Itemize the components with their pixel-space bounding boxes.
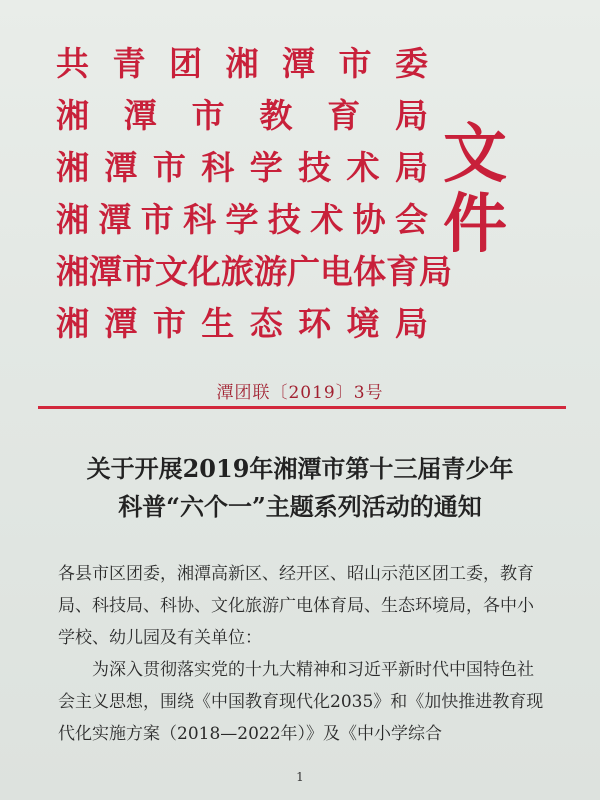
issuer-char: 市 <box>191 96 225 135</box>
issuer-char: 态 <box>249 304 283 343</box>
body-paragraph: 为深入贯彻落实党的十九大精神和习近平新时代中国特色社会主义思想，围绕《中国教育现代化2035》和《加快推进教育现代化实施方案（2018—2022年）》及《中小学综合 <box>58 660 544 744</box>
title-line: 关于开展2019年湘潭市第十三届青少年 <box>86 454 514 483</box>
issuer-char: 市 <box>338 44 372 83</box>
notice-body <box>58 558 550 750</box>
issuer-char: 市 <box>152 148 186 187</box>
issuer-char: 教 <box>259 96 293 135</box>
issuer-char: 科 <box>201 148 235 187</box>
document-mark-char: 件 <box>443 187 507 262</box>
issuer-char: 术 <box>310 200 344 239</box>
issuer-char: 环 <box>298 304 332 343</box>
issuer-char: 技 <box>298 148 332 187</box>
issuer-char: 湘 <box>56 96 89 135</box>
issuer-char: 湘 <box>56 304 89 343</box>
recipients-paragraph: 各县市区团委，湘潭高新区、经开区、昭山示范区团工委，教育局、科技局、科协、文化旅游广电体育局、生态环境局，各中小学校、幼儿园及有关单位： <box>58 564 534 648</box>
issuer-line <box>56 90 428 142</box>
issuer-char: 局 <box>394 148 428 187</box>
issuer-char: 文 <box>155 252 188 291</box>
issuer-char: 湘 <box>225 44 259 83</box>
issuer-char: 局 <box>419 252 452 291</box>
issuer-line <box>56 298 428 350</box>
issuer-char: 化 <box>188 252 221 291</box>
issuer-char: 学 <box>225 200 259 239</box>
issuer-char: 境 <box>346 304 380 343</box>
issuer-char: 学 <box>249 148 283 187</box>
issuer-line <box>56 142 428 194</box>
issuer-char: 湘 <box>56 200 89 239</box>
issuer-char: 科 <box>183 200 217 239</box>
document-mark-char: 文 <box>443 117 507 192</box>
issuer-char: 委 <box>395 44 428 83</box>
issuer-char: 团 <box>169 44 202 83</box>
issuer-list <box>56 38 452 350</box>
document-number: 潭团联〔2019〕3号 <box>216 383 384 403</box>
issuer-char: 湘 <box>56 252 89 291</box>
notice-title <box>40 450 560 526</box>
issuer-char: 青 <box>112 44 146 83</box>
issuer-line <box>56 246 452 298</box>
issuer-char: 湘 <box>56 148 89 187</box>
issuer-char: 潭 <box>98 200 132 239</box>
issuer-char: 潭 <box>104 304 138 343</box>
issuer-line <box>56 38 428 90</box>
issuer-char: 体 <box>353 252 386 291</box>
issuer-char: 潭 <box>89 252 122 291</box>
issuer-char: 市 <box>152 304 186 343</box>
issuer-char: 育 <box>386 252 419 291</box>
issuer-char: 局 <box>394 304 428 343</box>
issuer-char: 电 <box>320 252 353 291</box>
issuer-char: 育 <box>327 96 361 135</box>
title-line: 科普“六个一”主题系列活动的通知 <box>118 492 482 521</box>
issuer-char: 协 <box>352 200 386 239</box>
issuer-char: 共 <box>56 44 89 83</box>
issuer-char: 会 <box>395 200 428 239</box>
page-number: 1 <box>296 770 304 784</box>
issuer-line <box>56 194 428 246</box>
issuer-char: 广 <box>287 252 320 291</box>
issuer-char: 游 <box>254 252 287 291</box>
document-mark <box>440 117 510 262</box>
issuer-char: 潭 <box>104 148 138 187</box>
issuer-char: 生 <box>201 304 235 343</box>
issuer-char: 潭 <box>123 96 157 135</box>
issuer-char: 市 <box>140 200 174 239</box>
red-divider <box>38 406 566 409</box>
issuer-char: 旅 <box>221 252 254 291</box>
issuer-char: 市 <box>122 252 155 291</box>
issuer-char: 潭 <box>282 44 315 83</box>
issuer-char: 局 <box>394 96 428 135</box>
issuer-char: 术 <box>346 148 380 187</box>
issuer-char: 技 <box>267 200 301 239</box>
